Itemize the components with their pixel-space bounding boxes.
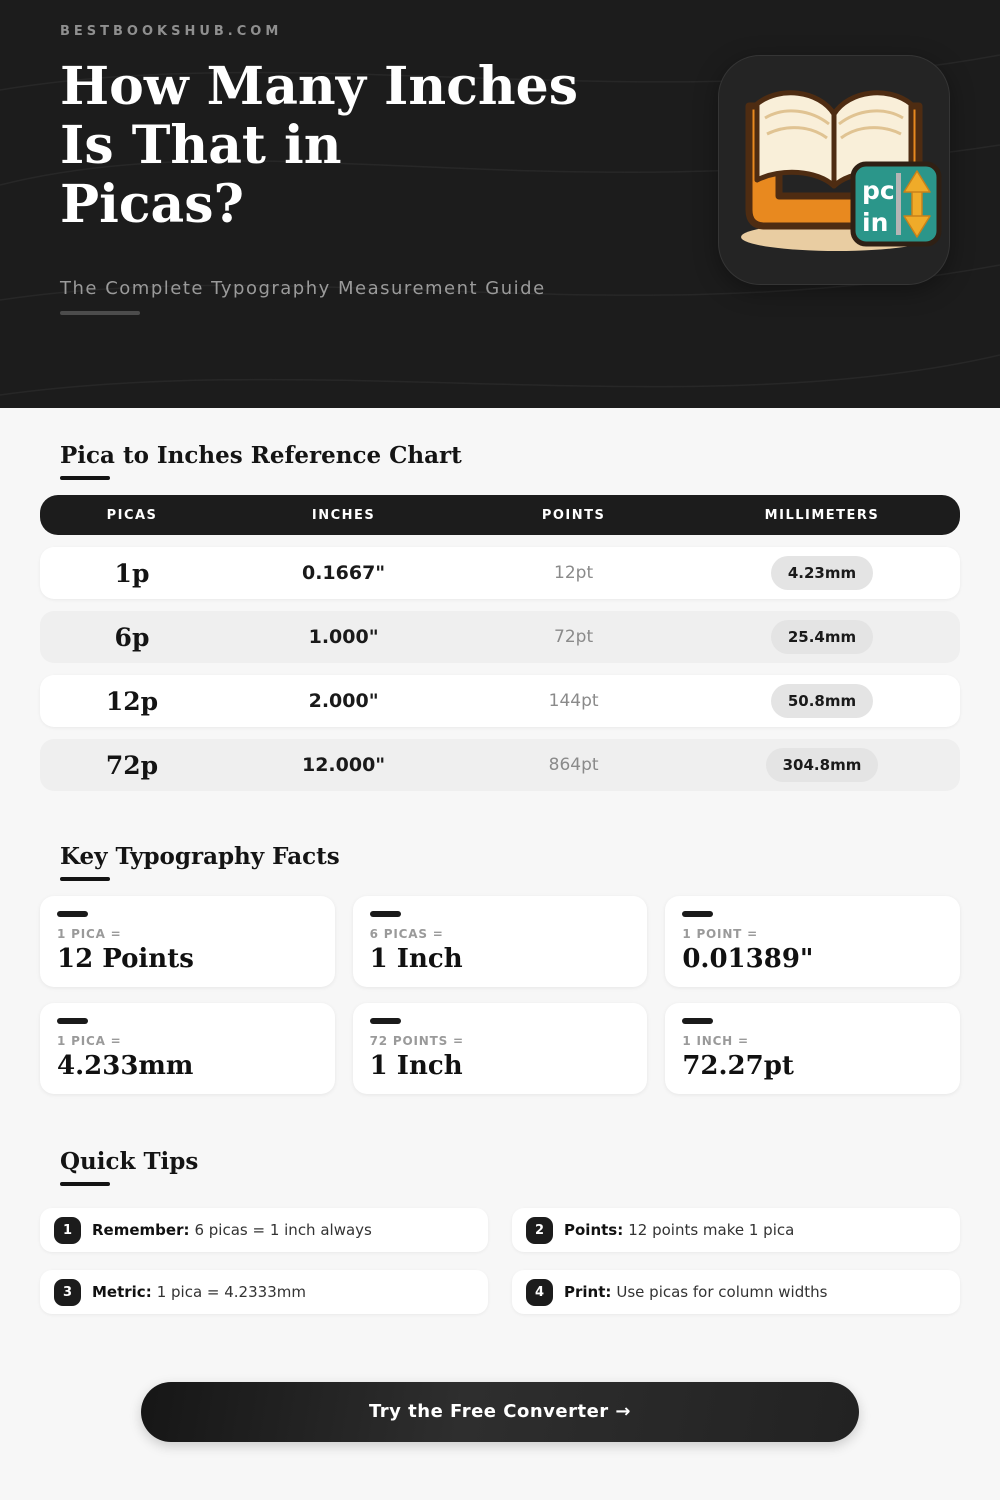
fact-dash [682, 1018, 713, 1024]
points-cell: 72pt [554, 627, 594, 647]
fact-dash [370, 911, 401, 917]
fact-label: 1 PICA = [57, 927, 122, 941]
tip-number-badge: 1 [54, 1217, 81, 1244]
inches-cell: 0.1667" [301, 562, 386, 584]
mm-cell [684, 620, 960, 654]
tip-card [512, 1270, 960, 1314]
tip-card [40, 1270, 488, 1314]
try-converter-button[interactable]: Try the Free Converter → [141, 1382, 859, 1442]
tip-label: Points: [564, 1221, 624, 1239]
tips-grid [40, 1208, 960, 1314]
cta-container [40, 1382, 960, 1442]
fact-value: 1 Inch [369, 944, 463, 974]
tip-text [564, 1283, 827, 1301]
column-header-inches: INCHES [311, 507, 376, 523]
hero-header [0, 0, 1000, 408]
tip-number-badge: 2 [526, 1217, 553, 1244]
fact-card [665, 1003, 960, 1094]
picas-cell: 1p [114, 558, 150, 588]
tip-number-badge: 4 [526, 1279, 553, 1306]
column-header-millimeters: MILLIMETERS [764, 507, 880, 523]
fact-card [665, 896, 960, 987]
fact-label: 72 POINTS = [369, 1034, 464, 1048]
quick-tips-title-underline [60, 1182, 110, 1186]
fact-dash [57, 911, 88, 917]
reference-chart-section [40, 408, 960, 791]
pc-in-badge [853, 164, 939, 244]
table-row [40, 739, 960, 791]
quick-tips-section [40, 1094, 960, 1314]
facts-grid [40, 896, 960, 1094]
quick-tips-title: Quick Tips [60, 1148, 199, 1175]
page-title [60, 58, 578, 234]
subtitle-underline [60, 311, 140, 315]
typography-facts-section [40, 791, 960, 1094]
picas-cell: 72p [105, 750, 159, 780]
page-title-line2: Is That in [60, 114, 342, 176]
fact-value: 4.233mm [57, 1051, 194, 1081]
mm-pill: 25.4mm [771, 620, 873, 654]
facts-title-underline [60, 877, 110, 881]
table-row [40, 547, 960, 599]
picas-cell: 6p [114, 622, 150, 652]
fact-dash [370, 1018, 401, 1024]
column-header-picas: PICAS [106, 507, 158, 523]
tip-label: Remember: [92, 1221, 190, 1239]
tip-body: 1 pica = 4.2333mm [156, 1283, 306, 1301]
fact-card [40, 896, 335, 987]
tip-label: Print: [564, 1283, 612, 1301]
page-title-line3: Picas? [60, 173, 244, 235]
fact-card [40, 1003, 335, 1094]
fact-value: 72.27pt [682, 1051, 794, 1081]
mm-pill: 4.23mm [771, 556, 873, 590]
logo-card [718, 55, 950, 285]
fact-card [353, 1003, 648, 1094]
table-row [40, 675, 960, 727]
mm-cell [684, 684, 960, 718]
fact-label: 6 PICAS = [369, 927, 444, 941]
mm-pill: 304.8mm [766, 748, 879, 782]
tip-card [512, 1208, 960, 1252]
inches-cell: 1.000" [308, 626, 379, 648]
fact-dash [57, 1018, 88, 1024]
table-header-row [40, 495, 960, 535]
fact-value: 1 Inch [369, 1051, 463, 1081]
tip-card [40, 1208, 488, 1252]
badge-in-label: in [862, 208, 889, 237]
fact-card [353, 896, 648, 987]
fact-label: 1 PICA = [57, 1034, 122, 1048]
open-book-converter-icon [719, 56, 951, 286]
tip-body: 12 points make 1 pica [628, 1221, 795, 1239]
tip-text [92, 1283, 306, 1301]
reference-chart-title: Pica to Inches Reference Chart [60, 442, 462, 469]
tip-text [92, 1221, 372, 1239]
fact-label: 1 INCH = [682, 1034, 749, 1048]
mm-cell [684, 748, 960, 782]
tip-body: Use picas for column widths [616, 1283, 828, 1301]
mm-pill: 50.8mm [771, 684, 873, 718]
reference-chart-title-underline [60, 476, 110, 480]
table-row [40, 611, 960, 663]
ruler-bar [896, 173, 901, 235]
inches-cell: 12.000" [301, 754, 386, 776]
fact-label: 1 POINT = [682, 927, 758, 941]
points-cell: 864pt [548, 755, 599, 775]
points-cell: 144pt [548, 691, 599, 711]
inches-cell: 2.000" [308, 690, 379, 712]
tip-text [564, 1221, 794, 1239]
column-header-points: POINTS [541, 507, 606, 523]
tip-label: Metric: [92, 1283, 152, 1301]
tip-number-badge: 3 [54, 1279, 81, 1306]
page-subtitle: The Complete Typography Measurement Guide [60, 278, 546, 299]
facts-title: Key Typography Facts [60, 843, 340, 870]
mm-cell [684, 556, 960, 590]
points-cell: 12pt [554, 563, 594, 583]
page-title-line1: How Many Inches [60, 56, 579, 117]
main-content [0, 408, 1000, 1442]
picas-cell: 12p [105, 686, 159, 716]
tip-body: 6 picas = 1 inch always [194, 1221, 372, 1239]
fact-dash [682, 911, 713, 917]
fact-value: 12 Points [57, 944, 194, 974]
site-name: BESTBOOKSHUB.COM [60, 24, 283, 39]
fact-value: 0.01389" [682, 944, 814, 974]
badge-pc-label: pc [862, 176, 895, 205]
